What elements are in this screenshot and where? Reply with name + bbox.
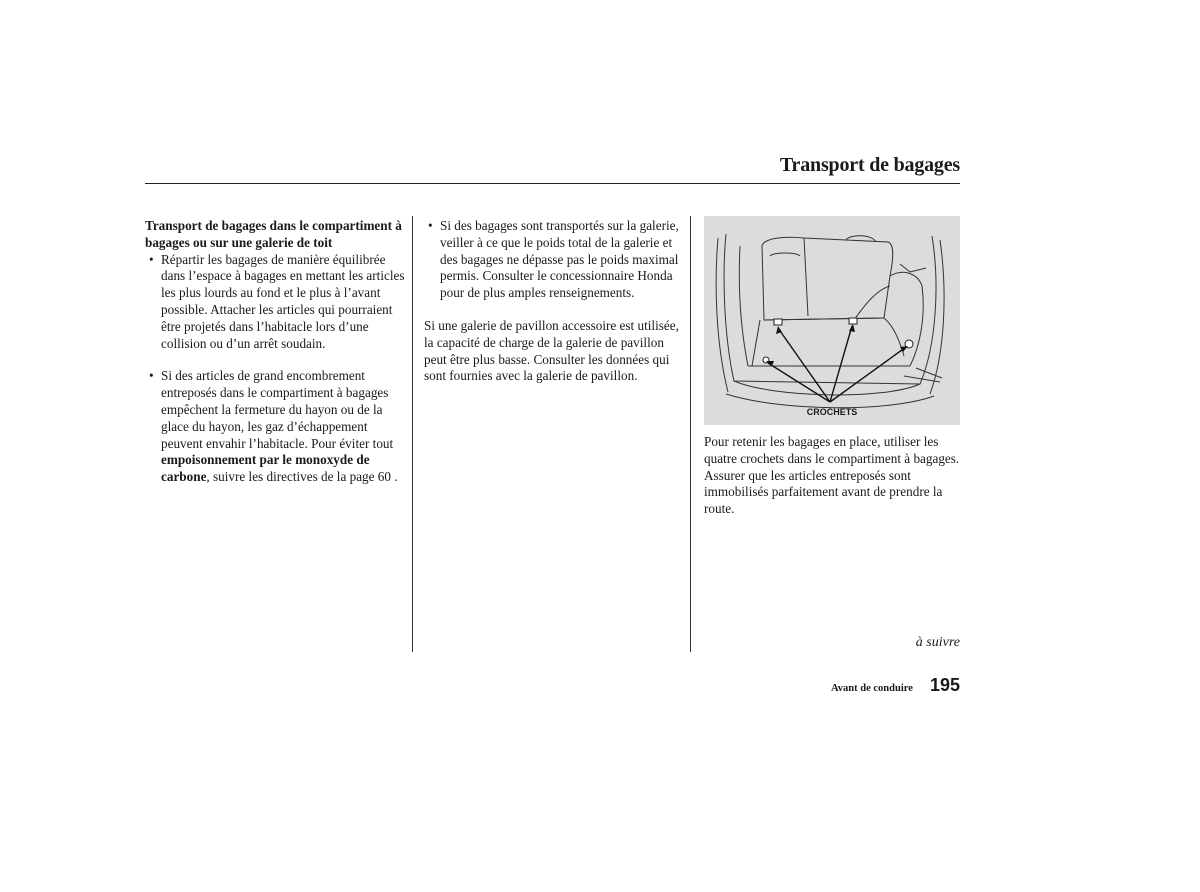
title-rule xyxy=(145,183,960,184)
continued-label: à suivre xyxy=(915,635,960,650)
column-divider-1 xyxy=(412,216,413,652)
roof-rack-paragraph: Si une galerie de pavillon accessoire est utilisée, la capacité de charge de la galerie de pavillon peut être plus basse. Consulter les données qui sont fournies avec la galerie de pavillon. xyxy=(424,317,679,384)
figure-caption: CROCHETS xyxy=(806,407,858,417)
bullet-text: Répartir les bagages de manière équilibrée dans l’espace à bagages en mettant les articles les plus lourds au fond et le plus à l’avant possible. Attacher les articles qui pourraient être projetés dans l’habitacle lors d’une collision ou d’un arrêt soudain. xyxy=(161,251,405,351)
bullet-text-end: , suivre les directives de la page 60 . xyxy=(206,469,398,485)
warning-emphasis: empoisonnement par le monoxyde de carbone xyxy=(161,452,370,485)
bullet-text: Si des bagages sont transportés sur la galerie, veiller à ce que le poids total de la galerie et des bagages ne dépasse pas le poids maximal permis. Consulter le concessionnaire Honda pour de plus amples renseignements. xyxy=(440,218,679,301)
bullet-item xyxy=(424,218,682,302)
section-heading: Transport de bagages dans le compartiment à bagages ou sur une galerie de toit xyxy=(145,218,402,250)
page-title: Transport de bagages xyxy=(779,154,960,176)
column-1 xyxy=(145,218,407,486)
bullet-icon: • xyxy=(149,251,154,267)
cargo-hooks-illustration xyxy=(704,216,960,425)
column-2 xyxy=(424,218,682,385)
column-3 xyxy=(704,434,960,518)
footer-section-label: Avant de conduire xyxy=(831,683,913,694)
bullet-icon: • xyxy=(149,368,154,384)
bullet-text: Si des articles de grand encombrement entreposés dans le compartiment à bagages empêchent la fermeture du hayon ou de la glace du hayon, les gaz d’échappement peuvent envahir l’habitacle. Pour éviter tout xyxy=(161,368,394,451)
bullet-item xyxy=(145,252,407,353)
hooks-paragraph: Pour retenir les bagages en place, utiliser les quatre crochets dans le compartiment à bagages. Assurer que les articles entreposés sont immobilisés parfaitement avant de prendre la route. xyxy=(704,434,960,517)
page-number: 195 xyxy=(930,675,961,695)
cargo-area-drawing xyxy=(704,216,960,425)
column-divider-2 xyxy=(690,216,691,652)
bullet-item xyxy=(145,368,407,486)
bullet-icon: • xyxy=(428,218,433,233)
